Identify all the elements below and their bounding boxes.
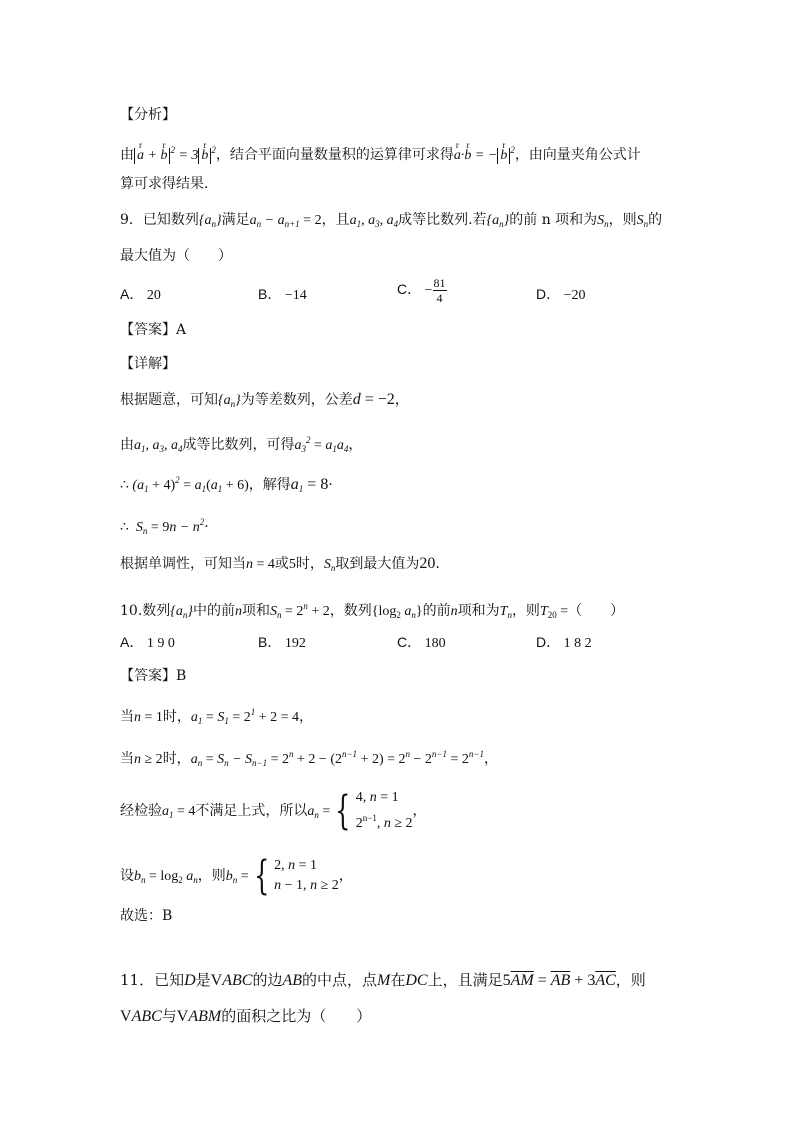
q10-answer: 【答案】B [120, 668, 187, 684]
q9-option-d: D． −20 [536, 286, 586, 303]
q9-solution-2: 由$a_1$, $a_3$, $a_4$成等比数列，可得$a_3^2 = a_1a_4$， [120, 435, 363, 454]
equation-dot-product: a r ·b r = − b r $^2$ [453, 140, 515, 163]
q10-option-d: D． 1 8 2 [536, 634, 592, 651]
q9-solution-3: ∴ $(a_1 + 4)^2 = a_1(a_1 + 6)$，解得$a_1 = 8\cdot$ [120, 475, 333, 494]
q9-option-c: C． − $\frac{81}{4}$ [397, 276, 446, 305]
question-11-line-1: 11．已知D是VABC的边AB的中点，点M在DC上，且满足$5\overline{AM} = \overline{AB} + 3\overline{AC}$，则 [120, 971, 646, 989]
q10-solution-3: 经检验$a_1 = 4$不满足上式，所以$a_n$ = { 4, n = 1 $2^{n-1}$, n ≥ 2 ， [120, 788, 427, 834]
question-9-line-1: 9．已知数列$\{a_n\}$满足$a_n - a_{n+1} = 2$，且$a_1$, $a_3$, $a_4$成等比数列.若$\{a_n\}$的前 n 项和为$S_n$，则$S_n$的 [120, 212, 663, 229]
equation-vector-norm: a r + b r $^2$ = 3 b r $^2$ [134, 148, 216, 163]
equation-vector-sum: $5\overline{AM} = \overline{AB} + 3\overline{AC}$ [502, 972, 616, 989]
fraction-81-over-4: $\frac{81}{4}$ [433, 276, 446, 305]
q10-solution-4: 设$b_n = \log_2 a_n$，则$b_n$ = { 2, n = 1 n − 1, n ≥ 2 ， [120, 853, 353, 899]
question-11-line-2: VABC与VABM的面积之比为（ ） [120, 1007, 372, 1025]
q9-option-a: A． 20 [120, 286, 161, 303]
q10-option-a: A． 1 9 0 [120, 634, 175, 651]
question-9-line-2: 最大值为（ ） [120, 248, 232, 264]
q10-solution-2: 当n ≥ 2时，$a_n = S_n - S_{n-1} = 2^n + 2 - (2^{n-1} + 2) = 2^n - 2^{n-1} = 2^{n-1}$， [120, 749, 498, 768]
q9-solution-1: 根据题意，可知$\{a_n\}$为等差数列，公差d = −2， [120, 391, 409, 409]
q9-detail-heading: 【详解】 [120, 356, 176, 372]
q10-conclusion: 故选：B [120, 908, 173, 924]
question-10-line-1: 10.数列$\{a_n\}$中的前n项和$S_n = 2^n + 2$，数列{$\log_2$ $a_n$}的前n项和为$T_n$，则$T_{20}$ =（ ） [120, 601, 625, 620]
piecewise-a-n: 4, n = 1 $2^{n-1}$, n ≥ 2 [355, 790, 413, 831]
q10-solution-1: 当n = 1时，$a_1 = S_1 = 2^1 + 2 = 4$， [120, 707, 314, 726]
q9-answer: 【答案】A [120, 322, 187, 338]
q10-option-b: B． 192 [258, 634, 306, 651]
analysis-heading: 【分析】 [120, 107, 176, 123]
q9-solution-4: ∴ $S_n = 9n - n^2\cdot$ [120, 517, 209, 536]
q9-solution-5: 根据单调性，可知当n = 4或5时，$S_n$取到最大值为20. [120, 555, 440, 573]
analysis-line-1: 由 a r + b r $^2$ = 3 b r $^2$，结合平面向量数量积的运算律可求得a r ·b r = − b r $^2$，由向量夹角公式计 [120, 140, 641, 163]
analysis-line-2: 算可求得结果. [120, 176, 209, 192]
q9-option-b: B． −14 [258, 286, 307, 303]
piecewise-b-n: 2, n = 1 n − 1, n ≥ 2 [274, 858, 339, 893]
q10-option-c: C． 180 [397, 634, 446, 651]
